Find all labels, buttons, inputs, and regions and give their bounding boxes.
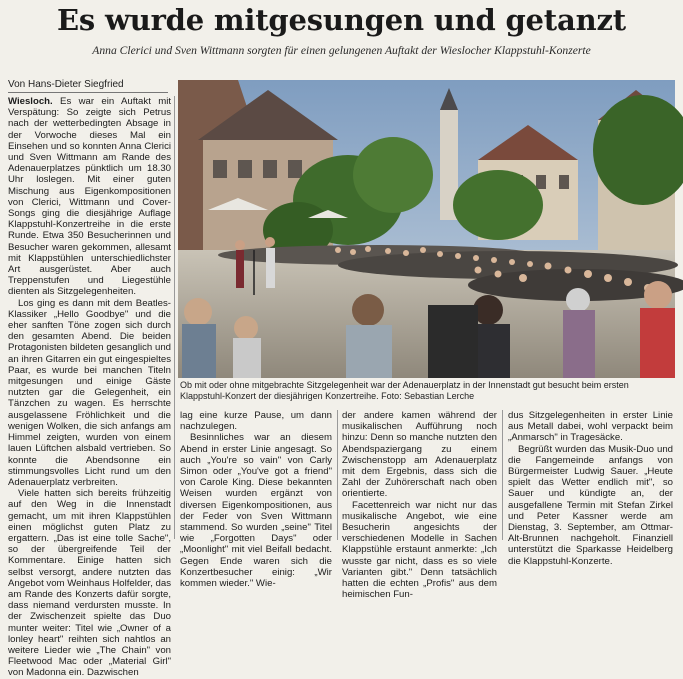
concert-photo	[178, 80, 675, 378]
paragraph: dus Sitzgelegenheiten in erster Linie aus Metall dabei, wohl verpackt beim „Anmarsch" in Tragesäcke.	[508, 410, 673, 444]
paragraph: Begrüßt wurden das Musik-Duo und die Fangemeinde anfangs von Bürgermeister Ludwig Sauer. „Heute spielt das Wetter endlich mit", so Sauer und kündigte an, der ausgefallene Termin mit Stefan Zirkel und Peter Kassner werde am Dienstag, 3. September, am Ottmar-Alt-Brunnen nachgeholt. Finanziell unterstützt die Sparkasse Heidelberg die Klappstuhl-Konzerte.	[508, 443, 673, 567]
column-divider	[337, 410, 338, 540]
paragraph	[8, 96, 171, 298]
column-3	[342, 410, 497, 601]
column-4	[508, 410, 673, 567]
byline: Von Hans-Dieter Siegfried	[8, 79, 168, 93]
paragraph-text: Es war ein Auftakt mit Verspätung: So zeigte sich Petrus nach der wetterbedingten Absage in der Vorwoche dieses Mal ein Einsehen und so konnten Anna Clerici und Sven Wittmann am Rande des Adenauerplatzes pünktlich um 18.30 Uhr loslegen. Mit einer guten Mischung aus Eigenkompositionen von Clerici, Wittmann und Cover-Songs ging die diesjährige Auflage Klappstuhl-Konzertreihe in die erste Runde. Etwa 350 Besucherinnen und Besucher waren gekommen, allesamt mit Klappstühlen unterschiedlichster Art ausgerüstet. Aber auch Treppenstufen und Liegestühle dienten als Sitzgelegenheiten.	[8, 96, 171, 298]
headline: Es wurde mitgesungen und getanzt	[57, 3, 626, 37]
column-divider	[502, 410, 503, 540]
paragraph: Facettenreich war nicht nur das musikalische Angebot, wie eine Besucherin angesichts der verschiedenen Modelle in Sachen Klappstühle erstaunt anmerkte: „Ich wusste gar nicht, dass es so viele Varianten gibt." Denn tatsächlich hatten die echten „Profis" aus dem heimischen Fun-	[342, 499, 497, 601]
column-2	[180, 410, 332, 590]
column-1	[8, 96, 172, 679]
paragraph: Viele hatten sich bereits frühzeitig auf den Weg in die Innenstadt gemacht, um mit ihren Klappstühlen einen möglichst guten Platz zu ergattern. „Das ist eine tolle Sache", so der übergreifende Teil der Kommentare. Einige hatten sich selbst versorgt, andere nutzten das Angebot vom Weinhaus Holfelder, das am Rande des Konzerts dafür sorgte, dass niemand verdursten musste. In der Zwischenzeit spielte das Duo munter weiter: Titel wie „Owner of a lonley heart" reihten sich nahtlos an weitere Lieder wie „The Chain" von Fleetwood Mac oder „Material Girl" von Madonna ein. Dazwischen	[8, 488, 172, 679]
paragraph: Besinnliches war an diesem Abend in erster Linie angesagt. So auch „You're so vain" von Carly Simon oder „You've got a friend" von Carole King. Diese bekannten Weisen wurden ergänzt von diversen Eigenkompositionen, aus der Feder von Sven Wittmann stammend. So wurden „seine" Titel wie „Forgotten Days" oder „Moonlight" mit viel Beifall bedacht. Gegen Ende waren sich die Konzertbesucher einig: „Wir kommen wieder." Wie-	[180, 432, 332, 590]
photo-caption: Ob mit oder ohne mitgebrachte Sitzgelegenheit war der Adenauerplatz in der Innenstadt gut besucht beim ersten Klappstuhl-Konzert der diesjährigen Konzertreihe. Foto: Sebastian Lerche	[180, 380, 629, 401]
subhead: Anna Clerici und Sven Wittmann sorgten für einen gelungenen Auftakt der Wieslocher Klappstuhl-Konzerte	[92, 44, 591, 57]
dateline: Wiesloch.	[8, 96, 53, 107]
column-divider	[174, 96, 175, 539]
paragraph: lag eine kurze Pause, um dann nachzulegen.	[180, 410, 332, 433]
paragraph: der andere kamen während der musikalischen Aufführung noch hinzu: Denn so manche nutzten den Abendspaziergang zu einem Zwischenstopp am Adenauerplatz mit dem Ergebnis, dass sich die Zahl der Zuhörerschaft nach oben orientierte.	[342, 410, 497, 500]
concert-photo-illustration	[178, 80, 675, 378]
paragraph: Los ging es dann mit dem Beatles-Klassiker „Hello Goodbye" und die eher sanften Töne zogen sich durch den gesamten Abend. Die beiden Protagonisten bildeten gesanglich und an ihren Gitarren ein gut eingespieltes Paar, es wurde bei manchen Titeln mitgesungen und einige Gäste nutzten gar die Gelegenheit, ein Tänzchen zu wagen. Es herrschte ausgelassene Fröhlichkeit und die wenigen Wolken, die sich anfangs am Himmel zeigten, wurden von einem lauen Lüftchen alsbald vertrieben. So konnte die Abendsonne ein stimmungsvolles Licht rund um den Adenauerplatz verbreiten.	[8, 297, 171, 488]
